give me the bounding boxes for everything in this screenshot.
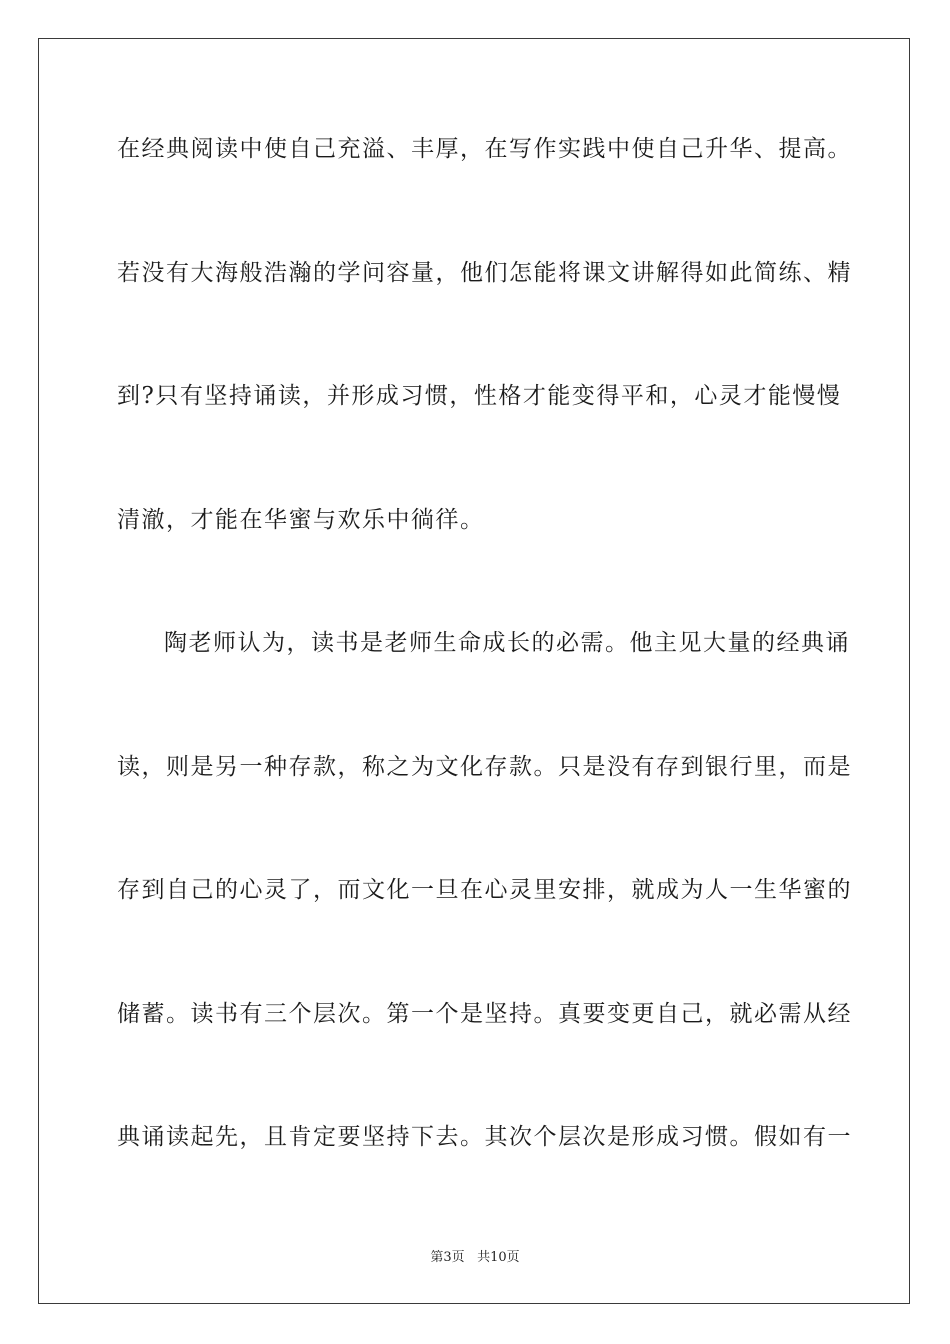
text-line-3: 到?只有坚持诵读，并形成习惯，性格才能变得平和，心灵才能慢慢 xyxy=(117,383,842,409)
footer-spacer xyxy=(465,1250,477,1265)
text-line-6: 读，则是另一种存款，称之为文化存款。只是没有存到银行里，而是 xyxy=(117,753,852,780)
text-line-7: 存到自己的心灵了，而文化一旦在心灵里安排，就成为人一生华蜜的 xyxy=(117,877,852,903)
text-line-8: 储蓄。读书有三个层次。第一个是坚持。真要变更自己，就必需从经 xyxy=(117,1000,852,1027)
page-footer xyxy=(0,1246,950,1265)
text-line-1: 在经典阅读中使自己充溢、丰厚，在写作实践中使自己升华、提高。 xyxy=(117,136,852,162)
document-body xyxy=(117,88,852,1200)
text-line-2: 若没有大海般浩瀚的学问容量，他们怎能将课文讲解得如此简练、精 xyxy=(117,259,852,286)
text-line-4: 清澈，才能在华蜜与欢乐中徜徉。 xyxy=(117,506,485,533)
page-number: 第3页 xyxy=(430,1250,465,1265)
page-total: 共10页 xyxy=(477,1250,520,1265)
text-line-9: 典诵读起先，且肯定要坚持下去。其次个层次是形成习惯。假如有一 xyxy=(117,1124,852,1150)
text-line-5-paragraph-start: 陶老师认为，读书是老师生命成长的必需。他主见大量的经典诵 xyxy=(164,630,850,656)
